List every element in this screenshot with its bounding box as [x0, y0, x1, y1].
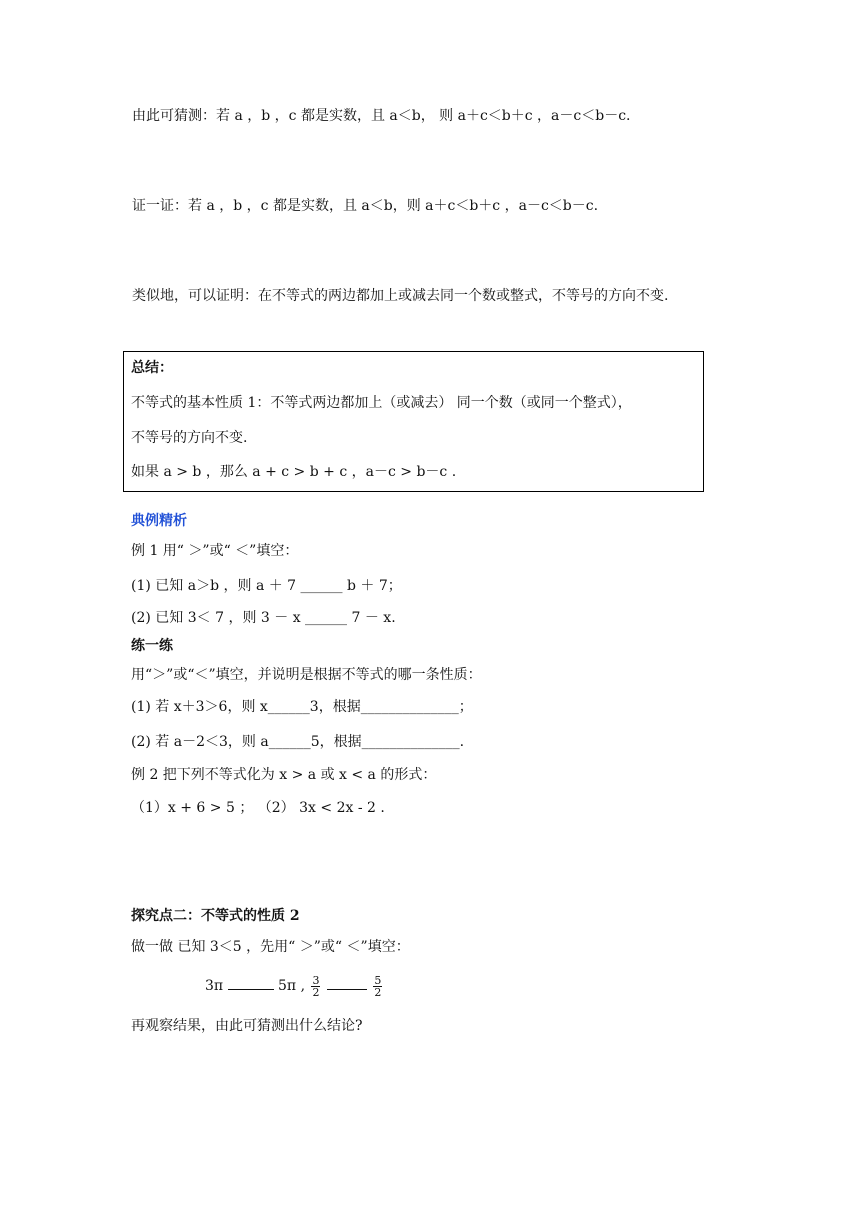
- prove-line: 证一证：若 a ，b ，c 都是实数，且 a＜b，则 a＋c＜b＋c ，a－c＜b－c.: [132, 198, 599, 214]
- guess-line: 由此可猜测：若 a ，b ，c 都是实数，且 a＜b， 则 a＋c＜b＋c ，a－c＜b－c.: [132, 108, 631, 124]
- fraction-3-2: [311, 975, 320, 998]
- expr-3pi: 3π: [205, 978, 224, 994]
- similar-line: 类似地，可以证明：在不等式的两边都加上或减去同一个数或整式，不等号的方向不变.: [132, 288, 669, 304]
- blank-2: [327, 975, 367, 990]
- examples-heading: 典例精析: [131, 513, 187, 529]
- fraction-3-2-numerator: 3: [312, 973, 320, 987]
- summary-line-1: 不等式的基本性质 1：不等式两边都加上（或减去） 同一个数（或同一个整式），: [131, 395, 632, 411]
- practice-item-1: (1) 若 x＋3＞6，则 x______3，根据______________；: [131, 699, 473, 715]
- expr-5pi: 5π ,: [278, 978, 306, 994]
- fraction-5-2-denominator: 2: [374, 985, 382, 999]
- example1-item-1: (1) 已知 a＞b ，则 a ＋ 7 ______ b ＋ 7；: [131, 578, 402, 594]
- summary-line-2: 不等号的方向不变.: [131, 430, 248, 446]
- example1-prompt: 例 1 用“ ＞”或“ ＜”填空：: [131, 543, 299, 559]
- fraction-3-2-denominator: 2: [312, 985, 320, 999]
- practice-heading: 练一练: [131, 638, 173, 654]
- summary-title: 总结：: [131, 360, 173, 376]
- example2-items: （1）x + 6 > 5 ； （2） 3x < 2x - 2 .: [131, 800, 385, 816]
- explore2-heading: 探究点二：不等式的性质 2: [131, 908, 300, 924]
- explore2-observe: 再观察结果，由此可猜测出什么结论?: [131, 1018, 363, 1034]
- example2-prompt: 例 2 把下列不等式化为 x > a 或 x < a 的形式：: [131, 767, 437, 783]
- explore2-prompt: 做一做 已知 3＜5 ，先用“ ＞”或“ ＜”填空：: [131, 939, 410, 955]
- summary-line-3: 如果 a > b ，那么 a + c > b + c ，a－c > b－c .: [131, 464, 457, 480]
- practice-item-2: (2) 若 a－2＜3，则 a______5，根据______________.: [131, 734, 465, 750]
- blank-1: [228, 975, 274, 990]
- fraction-5-2-numerator: 5: [374, 973, 382, 987]
- fraction-5-2: [373, 975, 382, 998]
- practice-prompt: 用“＞”或“＜”填空，并说明是根据不等式的哪一条性质：: [131, 667, 482, 683]
- explore2-expression: [205, 968, 384, 1004]
- example1-item-2: (2) 已知 3＜ 7 ，则 3 － x ______ 7 － x.: [131, 610, 396, 626]
